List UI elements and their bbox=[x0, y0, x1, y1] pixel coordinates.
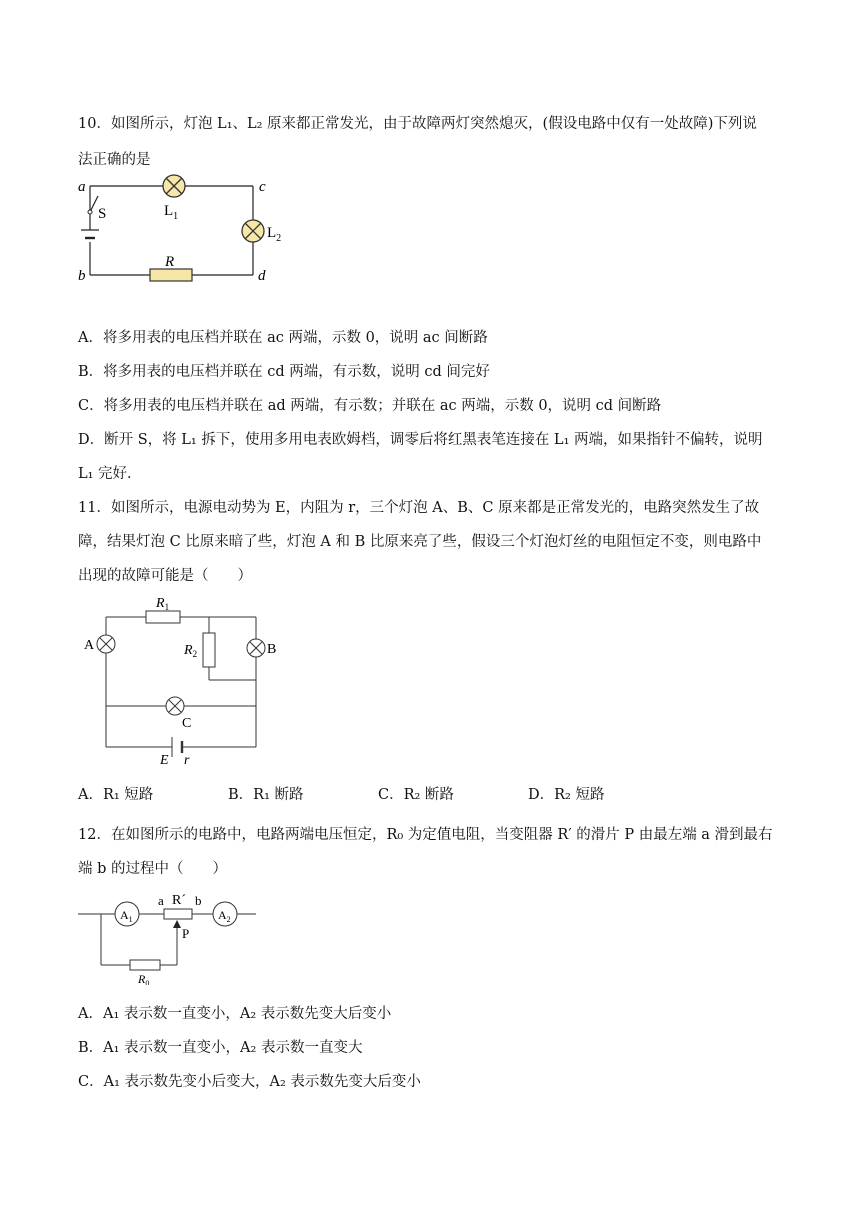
q10-option-c: C．将多用表的电压档并联在 ad 两端，有示数；并联在 ac 两端，示数 0，说明 cd 间断路 bbox=[78, 398, 662, 414]
label-d: d bbox=[258, 268, 266, 284]
label-l1: $L_1$ bbox=[164, 203, 179, 222]
q10-stem-line2: 法正确的是 bbox=[78, 152, 151, 168]
bulb-c-icon bbox=[166, 697, 184, 715]
label-r0: $R_0$ bbox=[138, 972, 150, 985]
label-b: b bbox=[78, 268, 86, 284]
label-e: E bbox=[160, 753, 169, 768]
q10-option-b: B．将多用表的电压档并联在 cd 两端，有示数，说明 cd 间完好 bbox=[78, 364, 490, 380]
label-bulb-c: C bbox=[182, 716, 192, 731]
q11-option-d: D．R₂ 短路 bbox=[528, 787, 605, 803]
label-a: a bbox=[78, 179, 86, 195]
label-r: R bbox=[165, 254, 175, 270]
q11-circuit-diagram bbox=[78, 590, 288, 770]
ammeter-a1-icon bbox=[115, 902, 139, 926]
label-bulb-b: B bbox=[267, 642, 277, 657]
q12-circuit-diagram bbox=[78, 890, 268, 985]
label-r-internal: r bbox=[184, 753, 190, 768]
label-a1: $A_1$ bbox=[120, 908, 133, 924]
label-p: P bbox=[182, 926, 190, 941]
q12-stem-line1: 12．在如图所示的电路中，电路两端电压恒定，R₀ 为定值电阻，当变阻器 R′ 的滑片 P 由最左端 a 滑到最右 bbox=[78, 827, 773, 843]
q11-option-c: C．R₂ 断路 bbox=[378, 787, 454, 803]
label-bulb-a: A bbox=[84, 638, 95, 653]
label-c: c bbox=[259, 179, 266, 195]
slider-arrow-icon bbox=[173, 920, 181, 928]
q11-stem-line2: 障，结果灯泡 C 比原来暗了些，灯泡 A 和 B 比原来亮了些，假设三个灯泡灯丝的电阻恒定不变，则电路中 bbox=[78, 534, 762, 550]
q10-option-a: A．将多用表的电压档并联在 ac 两端，示数 0，说明 ac 间断路 bbox=[78, 330, 488, 346]
label-r1: $R_1$ bbox=[156, 596, 170, 612]
label-r-prime: R´ bbox=[172, 893, 186, 908]
resistor-r-icon bbox=[150, 269, 192, 281]
q12-option-c: C．A₁ 表示数先变小后变大，A₂ 表示数先变大后变小 bbox=[78, 1074, 421, 1090]
resistor-r0-icon bbox=[130, 960, 160, 970]
q11-option-a: A．R₁ 短路 bbox=[78, 787, 154, 803]
q10-stem-line1: 10．如图所示，灯泡 L₁、L₂ 原来都正常发光，由于故障两灯突然熄灭，(假设电路中仅有一处故障)下列说 bbox=[78, 116, 757, 132]
q10-option-d-line2: L₁ 完好． bbox=[78, 466, 142, 482]
label-l2: $L_2$ bbox=[267, 225, 282, 244]
bulb-b-icon bbox=[247, 639, 265, 657]
resistor-r2-icon bbox=[203, 633, 215, 667]
label-r2: $R_2$ bbox=[184, 643, 198, 659]
q10-option-d-line1: D．断开 S，将 L₁ 拆下，使用多用电表欧姆档，调零后将红黑表笔连接在 L₁ 两端，如果指针不偏转，说明 bbox=[78, 432, 763, 448]
rheostat-icon bbox=[164, 909, 192, 919]
battery-icon bbox=[172, 737, 182, 757]
q12-option-b: B．A₁ 表示数一直变小，A₂ 表示数一直变大 bbox=[78, 1040, 363, 1056]
bulb-l2-icon bbox=[242, 220, 264, 242]
label-b-end: b bbox=[195, 893, 202, 908]
q11-stem-line1: 11．如图所示，电源电动势为 E，内阻为 r，三个灯泡 A、B、C 原来都是正常发光的，电路突然发生了故 bbox=[78, 500, 760, 516]
ammeter-a2-icon bbox=[213, 902, 237, 926]
q10-circuit-diagram bbox=[78, 172, 288, 287]
bulb-a-icon bbox=[97, 635, 115, 653]
label-a2: $A_2$ bbox=[218, 908, 231, 924]
q11-option-b: B．R₁ 断路 bbox=[228, 787, 304, 803]
label-s: S bbox=[98, 206, 107, 222]
q12-stem-line2: 端 b 的过程中（ ） bbox=[78, 861, 227, 877]
resistor-r1-icon bbox=[146, 611, 180, 623]
label-a-end: a bbox=[158, 893, 164, 908]
q11-stem-line3: 出现的故障可能是（ ） bbox=[78, 568, 252, 584]
q12-option-a: A．A₁ 表示数一直变小，A₂ 表示数先变大后变小 bbox=[78, 1006, 392, 1022]
bulb-l1-icon bbox=[163, 175, 185, 197]
